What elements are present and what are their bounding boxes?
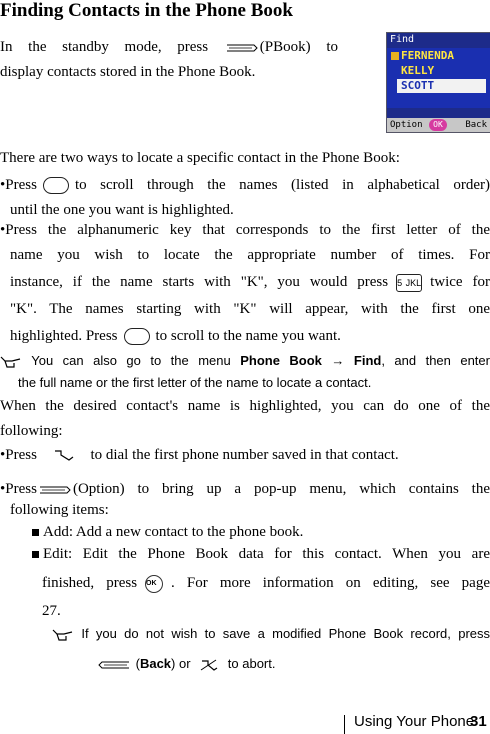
phone-screen-image [386,32,490,133]
nav-key-icon [43,177,69,194]
add-label: Add [43,524,69,540]
phone-contact-item: FERNENDA [391,49,486,63]
footer-section: Using Your Phone [354,713,475,730]
menu-find: Find [353,353,382,368]
bullet-alphanumeric: •Press the alphanumeric key that corresponds to the first letter of the name you wish to locate the appropriate number of times. For instance, if the name starts with "K", you would press 5 JKL twice for "K". The names starting with "K" will appear, with the first one highlighted. Press to scroll to the name you want. [0,222,490,344]
square-bullet-icon [32,529,39,536]
edit-label: Edit [43,546,68,562]
phone-contact-item: KELLY [401,64,435,77]
bullet-scroll: •Press to scroll through the names (listed in alphabetical order) until the one you want is highlighted. [0,177,490,218]
phone-ok-key: OK [429,119,447,131]
menu-phone-book: Phone Book [240,353,322,368]
key-5-icon: 5 JKL [396,274,422,292]
menu-item-edit: Edit: Edit the Phone Book data for this contact. When you are finished, press OK . For more information on editing, see page 27. [32,542,490,624]
phone-right-softkey: Back [465,120,487,130]
note-abort: If you do not wish to save a modified Phone Book record, press (Back) or to abort. [52,623,490,675]
page-number: 31 [470,713,487,730]
right-softkey-icon [98,658,130,672]
back-label: Back [139,656,172,671]
left-softkey-icon [226,41,258,55]
intro-paragraph: In the standby mode, press (PBook) to display contacts stored in the Phone Book. [0,39,339,80]
phone-contact-item-selected: SCOTT [397,79,486,93]
phone-contact-list [387,48,490,108]
phone-left-softkey: Option [390,120,423,130]
left-softkey-icon [39,483,71,497]
footer-divider [344,715,345,734]
square-bullet-icon [32,551,39,558]
page-footer [0,705,490,734]
menu-item-add: Add: Add a new contact to the phone book. [32,520,490,545]
phone-screen-title: Find [390,34,415,45]
bullet-option: •Press (Option) to bring up a pop-up menu, which contains the following items: [0,481,490,518]
phone-softkey-bar [387,118,490,132]
ways-intro: There are two ways to locate a specific contact in the Phone Book: [0,150,400,166]
nav-key-icon [124,328,150,345]
contact-icon [391,52,399,60]
bullet-dial: •Press to dial the first phone number saved in that contact. [0,447,399,463]
send-key-icon [47,448,81,464]
ok-key-icon: OK [145,575,163,593]
pbook-label: PBook [264,39,306,55]
pointing-hand-icon [0,355,22,369]
pointing-hand-icon [52,628,74,642]
end-key-icon [198,657,220,673]
intro-text-before: In the standby mode, press [0,39,209,55]
when-paragraph: When the desired contact's name is highlighted, you can do one of the following: [0,398,490,439]
option-label: Option [77,481,120,497]
page-heading: Finding Contacts in the Phone Book [0,0,293,21]
note-menu-find: You can also go to the menu Phone Book → Find, and then enter the full name or the first letter of the name to locate a contact. [0,350,490,394]
